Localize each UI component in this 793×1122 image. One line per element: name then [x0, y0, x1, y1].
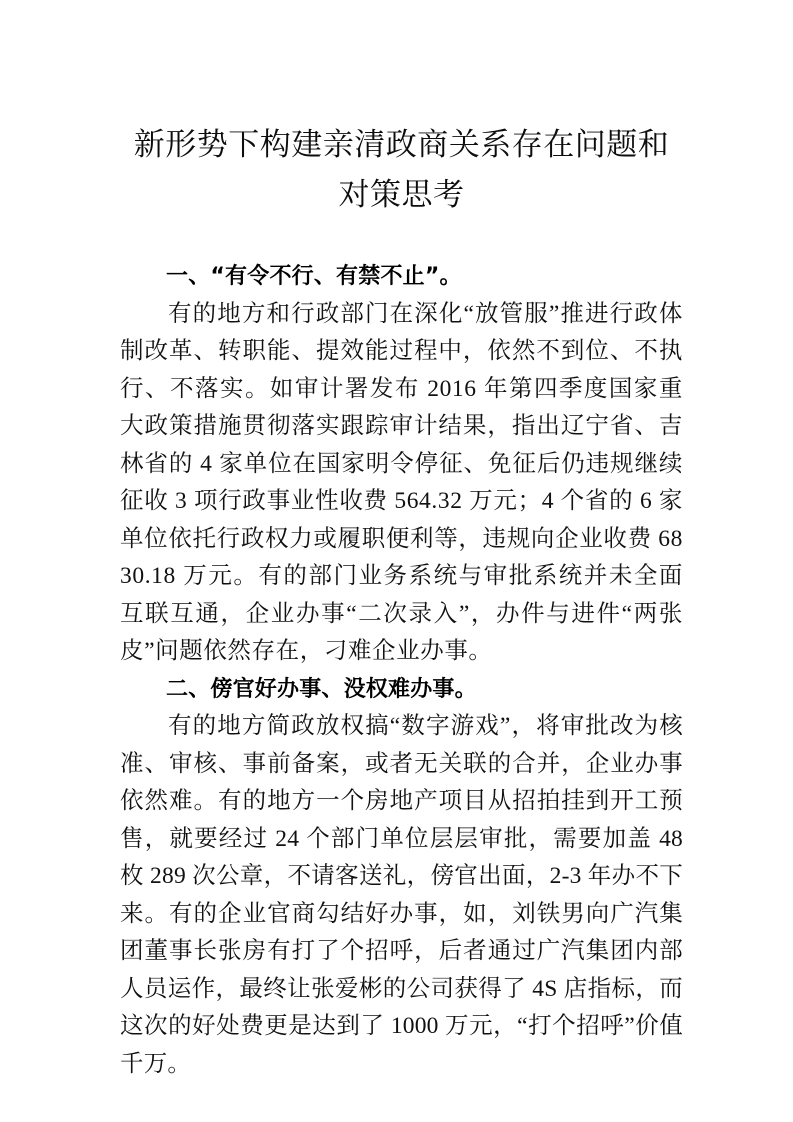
section-one-paragraph-1: 有的地方和行政部门在深化“放管服”推进行政体制改革、转职能、提效能过程中，依然不到位、不执行、不落实。如审计署发布 2016 年第四季度国家重大政策措施贯彻落实跟踪审计结果，指出辽宁省、吉林省的 4 家单位在国家明令停征、免征后仍违规继续征收 3 项行政事业性收费 564.32 万元；4 个省的 6 家单位依托行政权力或履职便利等，违规向企业收费 6830.18 万元。有的部门业务系统与审批系统并未全面互联互通，企业办事“二次录入”，办件与进件“两张皮”问题依然存在，刁难企业办事。	[120, 300, 683, 664]
section-one	[120, 258, 683, 671]
section-heading-one: 一、“有令不行、有禁不止”。	[166, 264, 462, 289]
section-two	[120, 671, 683, 1084]
title-spacer	[120, 220, 683, 258]
document-body	[120, 118, 683, 1083]
section-heading-two: 二、傍官好办事、没权难办事。	[166, 676, 477, 702]
section-two-paragraph-1: 有的地方简政放权搞“数字游戏”，将审批改为核准、审核、事前备案，或者无关联的合并，企业办事依然难。有的地方一个房地产项目从招拍挂到开工预售，就要经过 24 个部门单位层层审批，需要加盖 48 枚 289 次公章，不请客送礼，傍官出面，2-3 年办不下来。有的企业官商勾结好办事，如，刘铁男向广汽集团董事长张房有打了个招呼，后者通过广汽集团内部人员运作，最终让张爱彬的公司获得了 4S 店指标，而这次的好处费更是达到了 1000 万元，“打个招呼”价值千万。	[120, 713, 683, 1077]
page-title: 新形势下构建亲清政商关系存在问题和对策思考	[133, 127, 670, 212]
